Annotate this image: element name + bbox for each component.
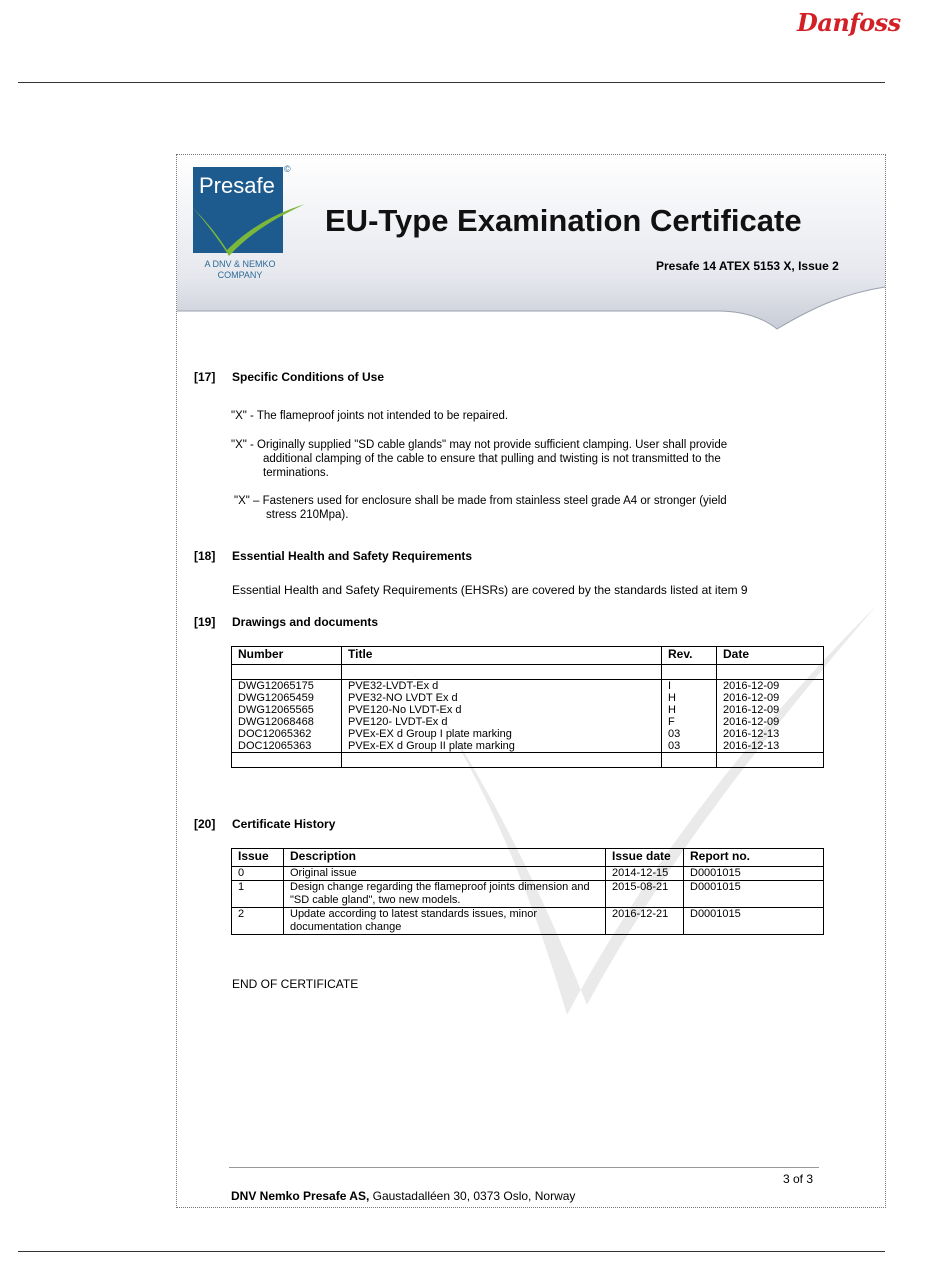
presafe-logo-text: Presafe (199, 173, 275, 198)
certificate-number: Presafe 14 ATEX 5153 X, Issue 2 (656, 259, 839, 273)
end-of-certificate: END OF CERTIFICATE (232, 977, 359, 991)
table-row (232, 665, 824, 680)
header-divider (18, 82, 885, 83)
footer-divider (229, 1167, 819, 1168)
certificate-title: EU-Type Examination Certificate (325, 203, 802, 238)
certificate-history-table (231, 848, 824, 935)
column-header: Date (717, 647, 824, 665)
table-row: DWG12065459 PVE32-NO LVDT Ex d H 2016-12-09 (232, 692, 824, 704)
section-18-heading: [18] Essential Health and Safety Requirements (194, 549, 473, 563)
page-number: 3 of 3 (783, 1172, 814, 1186)
table-row: DWG12065175 PVE32-LVDT-Ex d I 2016-12-09 (232, 680, 824, 693)
column-header: Issue date (606, 849, 684, 867)
registered-mark: © (284, 164, 291, 174)
footer-page-divider (18, 1251, 885, 1252)
presafe-logo-subtitle: A DNV & NEMKO COMPANY (204, 259, 276, 280)
column-header: Number (232, 647, 342, 665)
drawings-table (231, 646, 824, 768)
column-header: Report no. (684, 849, 824, 867)
column-header: Description (284, 849, 606, 867)
section-18-text: Essential Health and Safety Requirements (EHSRs) are covered by the standards listed at item 9 (232, 583, 748, 597)
section-20-heading: [20] Certificate History (194, 817, 336, 831)
condition-3: "X" – Fasteners used for enclosure shall be made from stainless steel grade A4 or stronger (yield stress 210Mpa). (234, 495, 727, 521)
table-row: DOC12065362 PVEx-EX d Group I plate marking 03 2016-12-13 (232, 728, 824, 740)
footer-address: DNV Nemko Presafe AS, Gaustadalléen 30, 0373 Oslo, Norway (231, 1189, 576, 1203)
table-row: 1 Design change regarding the flameproof joints dimension and "SD cable gland", two new models. 2015-08-21 D0001015 (232, 881, 824, 908)
column-header: Issue (232, 849, 284, 867)
condition-2: "X" - Originally supplied "SD cable glands" may not provide sufficient clamping. User shall provide additional clamping of the cable to ensure that pulling and twisting is not transmitted to the terminations. (231, 439, 728, 479)
table-row: 0 Original issue 2014-12-15 D0001015 (232, 867, 824, 881)
table-row: DWG12065565 PVE120-No LVDT-Ex d H 2016-12-09 (232, 704, 824, 716)
checkmark-icon (191, 200, 307, 260)
certificate-page (176, 154, 886, 1208)
column-header: Rev. (662, 647, 717, 665)
table-row: DWG12068468 PVE120- LVDT-Ex d F 2016-12-09 (232, 716, 824, 728)
danfoss-logo: Danfoss (797, 8, 901, 37)
column-header: Title (342, 647, 662, 665)
table-row: DOC12065363 PVEx-EX d Group II plate marking 03 2016-12-13 (232, 740, 824, 753)
section-19-heading: [19] Drawings and documents (194, 615, 379, 629)
condition-1: "X" - The flameproof joints not intended to be repaired. (231, 410, 509, 422)
table-row (232, 753, 824, 768)
table-row: 2 Update according to latest standards issues, minor documentation change 2016-12-21 D0001015 (232, 908, 824, 935)
section-17-heading: [17] Specific Conditions of Use (194, 370, 385, 384)
